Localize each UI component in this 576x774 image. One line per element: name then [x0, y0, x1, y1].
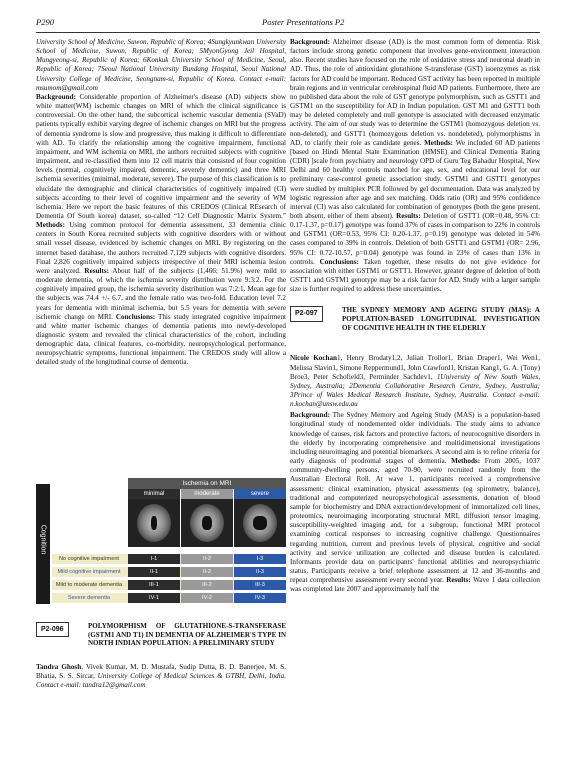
abstract-p2-096: [36, 622, 286, 690]
results-label: Results:: [84, 266, 110, 275]
matrix-cell: III-1: [128, 580, 180, 590]
matrix-cell: III-2: [181, 580, 233, 590]
abstract-title: THE SYDNEY MEMORY AND AGEING STUDY (MAS): A POPULATION-BASED LONGITUDINAL INVESTIGATION OF COGNITIVE HEALTH IN THE ELDERLY: [342, 306, 540, 332]
background-label: Background:: [36, 92, 76, 101]
left-column: [36, 38, 286, 368]
abstract-title: POLYMORPHISM OF GLUTATHIONE-S-TRANSFERASE (GSTM1 AND T1) IN DEMENTIA OF ALZHEIMER'S TYPE IN NORTH INDIAN POPULATION: A PRELIMINARY STUDY: [88, 622, 286, 648]
header-rule: [36, 32, 540, 33]
methods-text: We included 60 AD patients [based on Hindi Mental State Examination (HMSE) and Clinical Dementia Rating (CDR) ]scale from psychiatry and neurology OPD of Guru Teg Bahadur Hospital, New Delhi and 60 healthy controls matched for age, sex, and educational level for our preliminary case-control genetic association study. GSTM1 and GSTT1 genotypes were studied by multiplex PCR followed by gel documentation. Data was analyzed by logistic regression after age and sex matching. Odds ratio (OR) and 95% confidence interval (CI) was also calculated for combination of genotypes (both the gene present, both absent, either of them absent).: [290, 138, 540, 220]
severity-header-row: [128, 489, 286, 499]
matrix-cell: II-2: [181, 567, 233, 577]
ischemia-header: Ischemia on MRI: [128, 478, 286, 489]
methods-text: Using common protocol for dementia assessment, 33 dementia clinic centers in South Korea recruited subjects with cognitive disorders with or without small vessel disease, evidenced by ischemic changes on MRI. By registering on the internet based database, the authors recruited 7,129 subjects with cognitive disorders. Final 2,826 cognitively impaired subjects irrespective of their MRI ischemia lesion were analyzed.: [36, 221, 286, 275]
matrix-cell: I-1: [128, 554, 180, 564]
affiliation-text: University College of Medical Sciences & GTBH, Delhi, India. Contact e-mail: tandra12@gmail.com: [36, 672, 286, 690]
matrix-row: [52, 580, 286, 590]
conclusions-text: Taken together, these results do not give evidence for association with either GSTM1 or GSTT1. However, greater degree of deletion of both GSTT1 and GSTM1 genotype may be a risk factor for AD. Study with a larger sample size is further required to address these uncertainties.: [290, 257, 541, 294]
results-label: Results:: [396, 211, 421, 220]
matrix-cell: II-2: [181, 554, 233, 564]
page-header: [36, 17, 540, 31]
mri-image-severe: [234, 499, 286, 547]
conclusions-label: Conclusions:: [115, 312, 156, 321]
matrix-row: [52, 554, 286, 564]
diagnostic-matrix-figure: [36, 478, 286, 610]
matrix-row: [52, 567, 286, 577]
background-label: Background:: [290, 411, 330, 420]
affiliation-text: 1University of New South Wales, Sydney, Australia; 2Dementia Collaborative Research Centre, Sydney, Australia; 3Prince of Wales Medical Research Institute, Sydney, Australia. Contact e-mail: n.kochan@unsw.edu.au: [290, 372, 540, 409]
matrix-cell: IV-2: [181, 593, 233, 603]
background-text: The Sydney Memory and Ageing Study (MAS) is a population-based longitudinal study of nondemented older individuals. The study aims to advance knowledge of causes, risk factors and protective factors, of neurocognitive disorders in the elderly by incorporating comprehensive and multidimensional investigations including neuroimaging and potential biomarkers. A second aim is to refine criteria for early diagnosis of prodromal stages of dementia.: [290, 411, 540, 466]
running-title: Poster Presentations P2: [262, 17, 345, 27]
abstract-id-box: P2-097: [290, 306, 323, 321]
row-label: Mild cognitive impairment: [57, 569, 121, 575]
cognition-label: Cognition: [39, 524, 47, 555]
author-line: [36, 663, 286, 690]
affiliation-text: University School of Medicine, Suwon, Republic of Korea; 4Sungkyunkwan University School of Medicine, Suwon, Republic of Korea; 5MyonGyong Jeil Hospital, Mungyeong-si, Republic of Korea; 6Konkuk University School of Medicine, Seoul, Republic of Korea; 7Seoul National University Bundang Hospital, Seoul National University College of Medicine, Seongnam-si, Republic of Korea. Contact e-mail: msumom@gmail.com: [36, 38, 286, 92]
matrix-cell: I-3: [234, 554, 286, 564]
results-text: Wave 1 data collection was completed late 2007 and approximately half the: [290, 576, 540, 594]
other-authors: 1, Henry Brodaty1,2, Julian Trollor1, Brian Draper1, Wei Wen1, Melissa Slavin1, Simone Reppermund1, John Crawford1, Kristan Kang1, G. A. (Tony) Broe3, Peter Schofield3, Perminder Sachdev1,: [290, 354, 540, 381]
other-authors: , Vivek Kumar, M. D. Mustafa, Sudip Dutta, B. D. Banerjee, M. S. Bhatia, S. S. Sircar,: [36, 663, 286, 681]
right-column: [290, 38, 540, 594]
matrix-cell: II-1: [128, 567, 180, 577]
first-author: Tandra Ghosh: [36, 663, 82, 671]
background-text: Considerable proportion of Alzheimer's disease (AD) subjects show white matter(WM) ischemic changes on MRI of which the clinical significance is controversial. On the other hand, the subcortical ischemic vascular dementia (SVaD) patients typically exhibit varying degree of ischemic changes on MRI but the progress of dementia syndrome is slow and progressive, thus making it difficult to differentiate with AD. To clarify the relationship among the cognitive impairment, functional impairment, and WM ischemia on MRI, the authors recruited subjects with cognitive impairment, and re-classified them into 12 cell matrix that consisted of four cognition levels (normal, cognitively impaired, dementic, severely dementic) and three MRI ischemia severities (minimal, moderate, severe). The purpose of this classification is to elucidate the demographic and clinical characteristics of cognitively impaired (CI) subjects according to their level of cognitive impairment and the severity of WM ischemia. Here we report the basic features of this CREDOS (Clinical REsearch of Dementia Of South korea) dataset, so-called “12 Cell Diagnostic Matrix System.”: [36, 92, 286, 220]
abstract-body: [290, 38, 540, 294]
matrix-cell: IV-1: [128, 593, 180, 603]
methods-text: From 2005, 1037 community-dwelling persons, aged 70-90, were recruited randomly from the Australian Electoral Roll. At wave 1, participants received a comprehensive assessment: clinical examination, physical assessments (eg spirometry, balance), traditional and computerized neuropsychological assessments, donation of blood sample for biochemistry and DNA extraction/development of immortalized cell lines, proteomics, neuroimaging incorporating structural MRI, diffusion tensor imaging, susceptibility-weighted imaging and, for a subgroup, functional MRI protocol examining cortical responses to increasing cognitive challenge. Questionnaires regarding nutrition, current and previous levels of physical, cognitive and social activity and service utilization are collected and disease burden is calculated. Informants provide data on participants' functional abilities and neuropsychiatric status. Participants receive a brief telephone assessment at 12 and 36-months and repeat comprehensive assessment every second year.: [290, 457, 540, 585]
severity-severe: severe: [234, 489, 286, 499]
cognition-axis: [36, 484, 50, 604]
results-label: Results:: [446, 576, 471, 585]
row-label: Mild to moderate dementia: [55, 582, 123, 588]
abstract-p2-097-header: [290, 306, 540, 352]
methods-label: Methods:: [36, 221, 65, 230]
abstract-body: [290, 411, 540, 594]
matrix-cell: II-3: [234, 567, 286, 577]
results-text: About half of the subjects (1,466; 51.9%) were mild to moderate dementia, of which the ischemia severity distribution were 9:3:2. For the cognitively impaired group, the ischemia severity distribution was 7:2:1. Mean age for the subjects was 74.4 +/- 6.7, and the female ratio was two-fold. Education level 7.2 years for dementia with minimal ischemia, but 5.5 years for dementia with severe ischemic change on MRI.: [36, 266, 286, 321]
methods-label: Methods:: [424, 138, 454, 147]
methods-label: Methods:: [451, 457, 481, 466]
matrix-cell: III-3: [234, 580, 286, 590]
mri-image-minimal: [128, 499, 180, 547]
severity-moderate: moderate: [181, 489, 233, 499]
mri-image-moderate: [181, 499, 233, 547]
results-text: Deletion of GSTT1 (OR=0.48, 95% CI: 0.17-1.37, p=0.17) genotype was found 37% of cases in comparison to 22% in controls and GSTM1 (OR=0.53, 95% CI: 0.20-1.37, p=0.19) genotype was deleted in 54% cases compared to 39% in controls. Deletion of both GSTT1 and GSTM1 (OR= 2.96, 95% CI: 0.72-10.57, p=0.04) genotype was found in 23% of cases than 13% in controls.: [290, 211, 540, 266]
conclusions-text: This study integrated cognitive impairment and white matter ischemic changes of dementia patients into newly-developed diagnostic system and revealed the clinical characteristics of the cohort, including demographic data, clinical features, co-morbidity, neuropsychological performance, neuropsychiatric symptoms, functional impairment. The CREDOS study will allow a detailed study of the longitudinal course of dementia.: [36, 312, 286, 367]
first-author: Nicole Kochan: [290, 354, 338, 363]
abstract-body: [36, 93, 286, 368]
matrix-cell: IV-3: [234, 593, 286, 603]
page-number: P290: [36, 17, 54, 27]
row-label: Severe dementia: [67, 595, 111, 601]
row-label: No cognitive impairment: [58, 556, 119, 562]
matrix-row: [52, 593, 286, 603]
author-line: [290, 354, 540, 409]
severity-minimal: minimal: [128, 489, 180, 499]
background-text: Alzheimer disease (AD) is the most common form of dementia. Risk factors include strong genetic component that involves gene-environment interaction also. Recent studies have focused on the role of oxidative stress and neuronal death in AD. Thus, the role of antioxidant glutathione S-transferase (GST) isoenzymes as risk factors for AD could be important. Reduced GST activity has been reported in multiple brain regions and in ventricular cerebrospinal fluid AD patients. Furthermore, there are no published data about the role of GST genotype polymorphism, such as GSTT1 and GSTM1 on the susceptibility for AD in Indian population. GST M1 and GSTT1 both may be deleted completely and null genotype is associated with decreased enzymatic activity. The aim of our study was to determine the GSTM1 (homozygous deletion vs. non-deleted), and GSTT1 (homozygous deletion vs. nondeleted), polymorphisms in AD, to clarify their role as candidate genes.: [290, 38, 540, 147]
background-label: Background:: [290, 38, 330, 46]
abstract-id-box: P2-096: [36, 622, 69, 637]
conclusions-label: Conclusions:: [319, 257, 359, 266]
